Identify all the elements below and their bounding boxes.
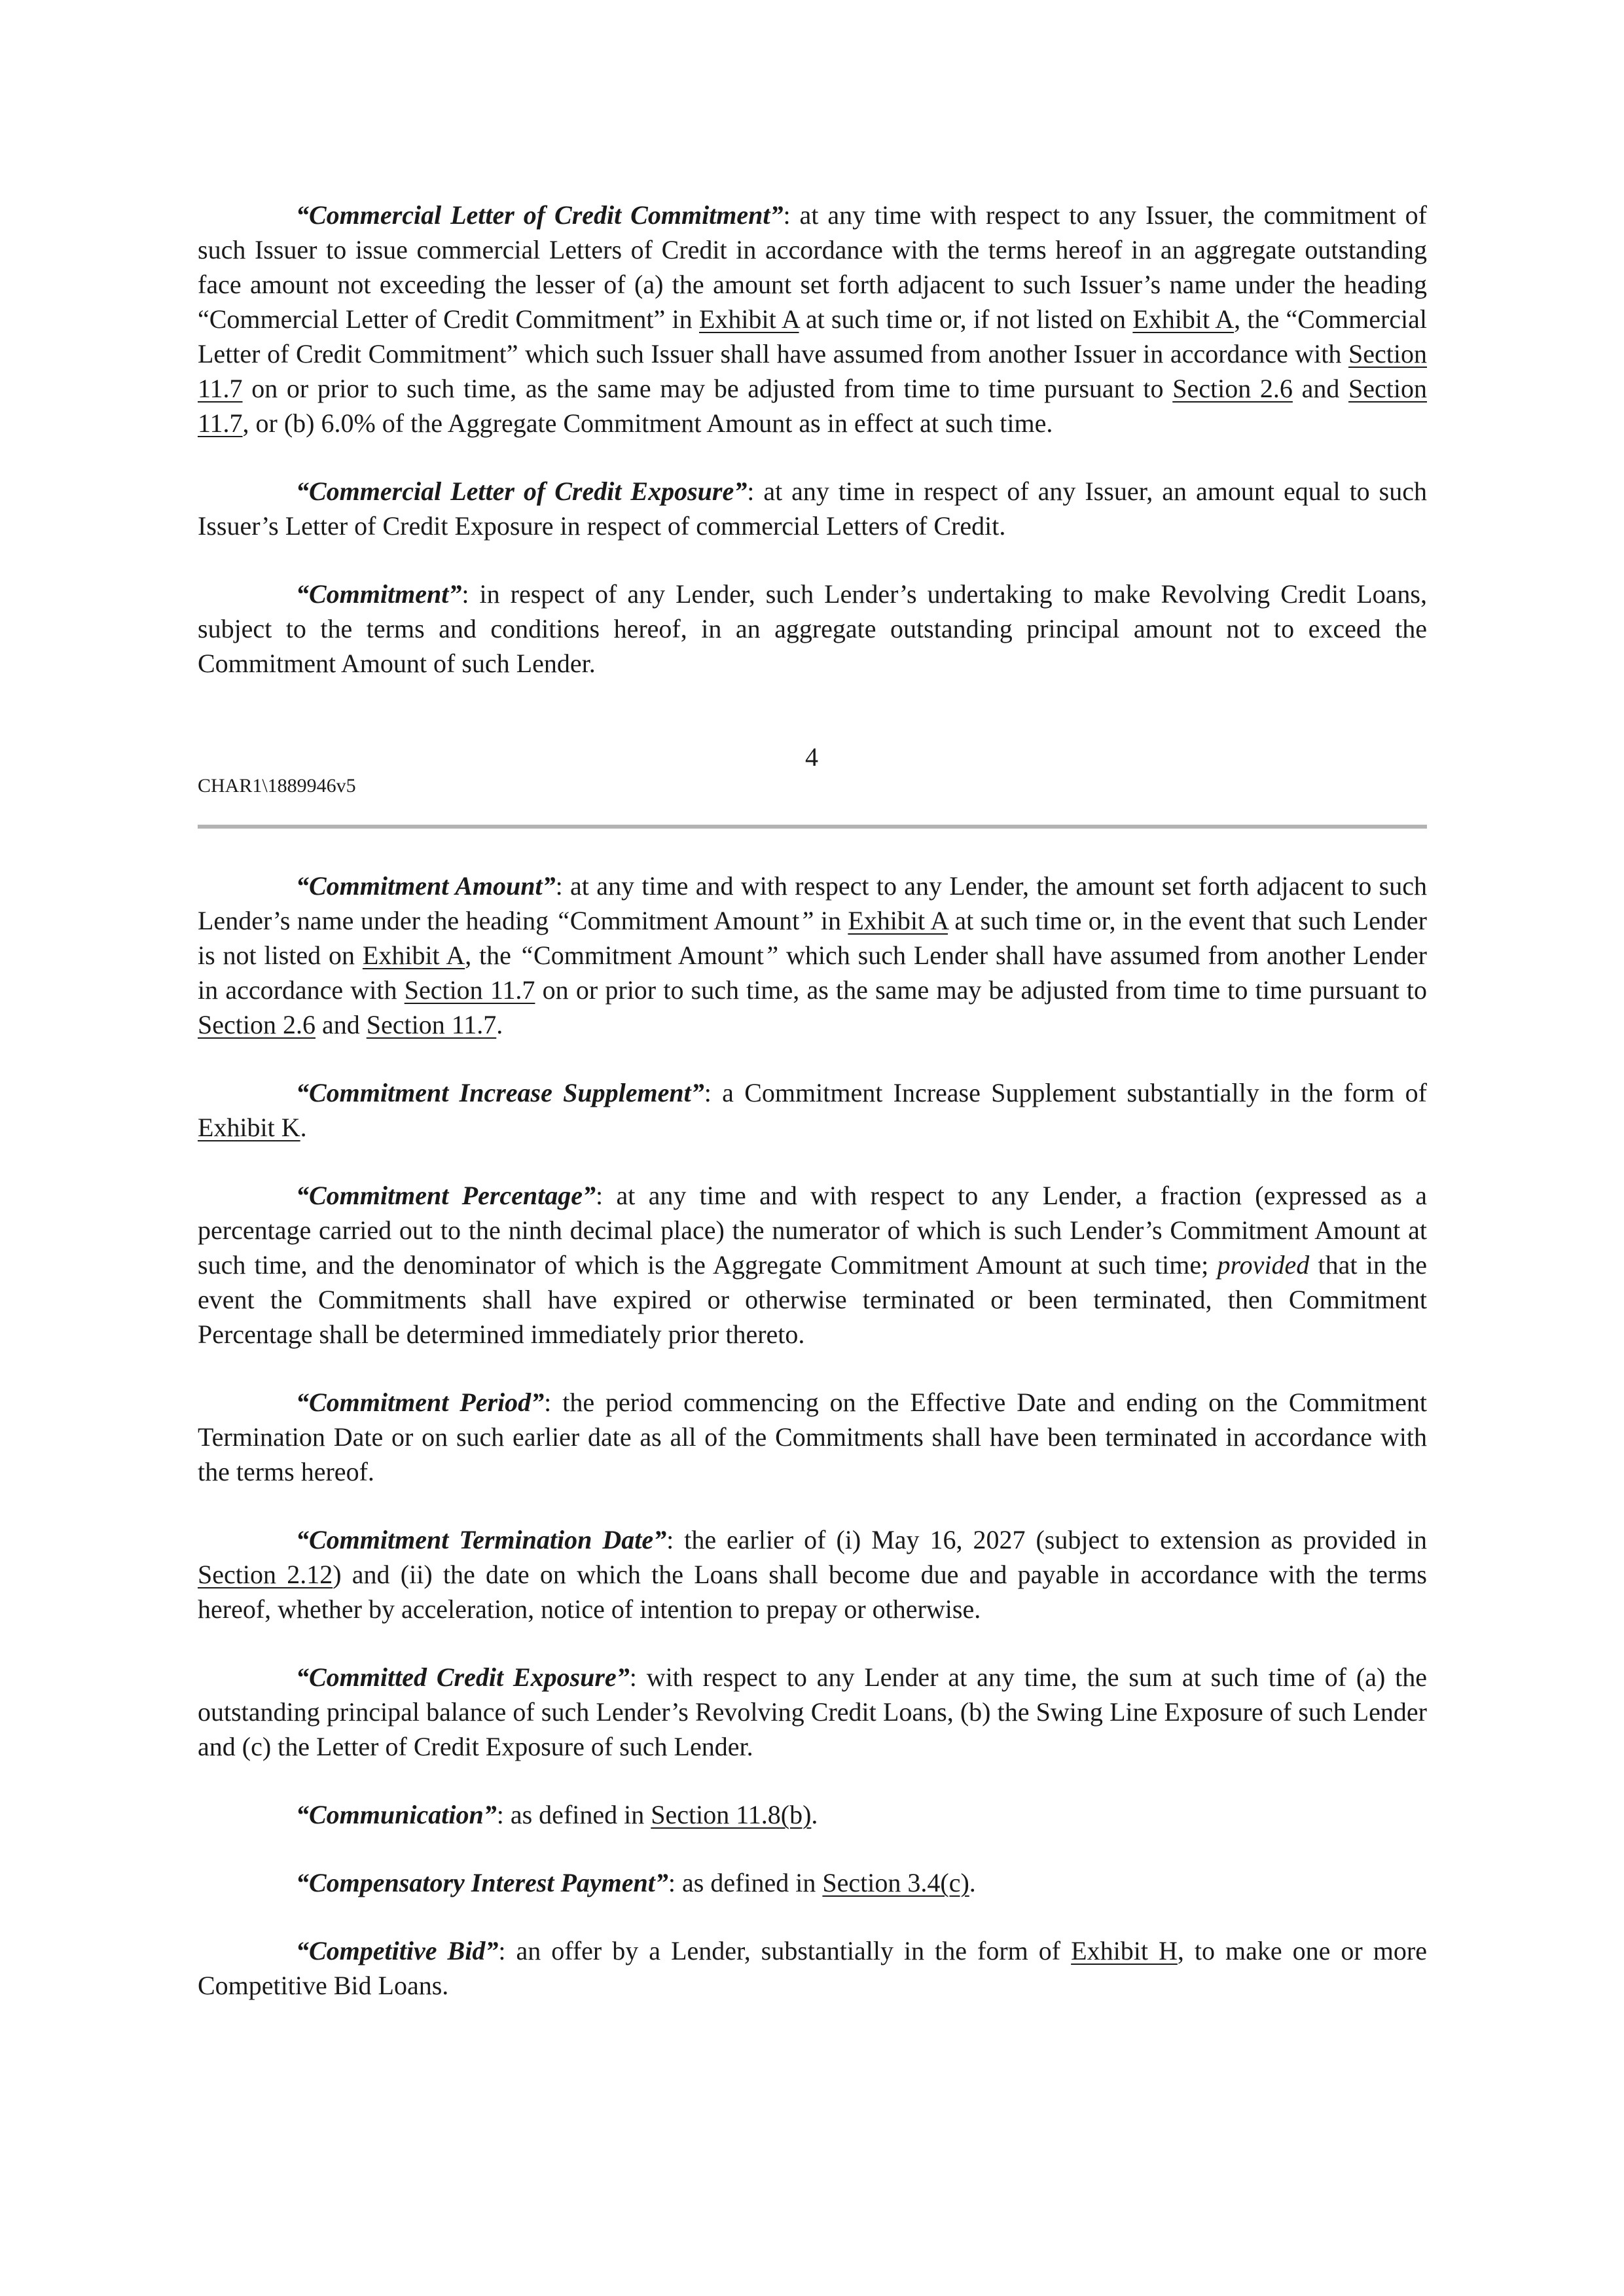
cross-reference-link: Section 11.7 (366, 1010, 497, 1039)
defined-term: “Commitment Amount” (296, 871, 556, 901)
definition-commercial-letter-of-credit-exposure (198, 474, 1427, 543)
definition-text: : a Commitment Increase Supplement substantially in the form of (704, 1078, 1427, 1107)
definition-text: : the earlier of (i) May 16, 2027 (subject to extension as provided in (666, 1525, 1427, 1554)
definition-text: . (811, 1800, 818, 1829)
definition-commitment (198, 577, 1427, 681)
definition-text: on or prior to such time, as the same may be adjusted from time to time pursuant to (242, 374, 1173, 403)
definition-text: on or prior to such time, as the same may be adjusted from time to time pursuant to (535, 975, 1428, 1005)
definition-text: Commitment Amount (569, 906, 800, 935)
definition-text: , the (465, 941, 519, 970)
page-number: 4 (805, 742, 818, 772)
definitions-top (198, 198, 1427, 714)
defined-term: “Commitment Increase Supplement” (296, 1078, 704, 1107)
definition-text: . (496, 1010, 503, 1039)
definition-text: : with respect to any Lender at any time, the sum at such time of (a) the outstanding principal balance of such Lender’s Revolving Credit Loans, (b) the Swing Line Exposure of such Lender and (c) the Letter of Credit Exposure of such Lender. (198, 1662, 1427, 1761)
defined-term: “Commercial Letter of Credit Exposure” (296, 476, 748, 506)
definition-text: which such Lender shall have assumed from another Lender in accordance with (198, 941, 1428, 1005)
cross-reference-link: Section 2.6 (1172, 374, 1293, 403)
defined-term: “Commitment Period” (296, 1388, 545, 1417)
cross-reference-link: Section 11.7 (198, 374, 1428, 438)
definition-commitment-amount (198, 869, 1427, 1042)
definition-commercial-letter-of-credit-commitment (198, 198, 1427, 440)
definition-text: , the “Commercial Letter of Credit Commitment” which such Issuer shall have assumed from another Issuer in accordance with (198, 304, 1428, 368)
definition-competitive-bid (198, 1933, 1427, 2003)
definition-text: : at any time in respect of any Issuer, an amount equal to such Issuer’s Letter of Credit Exposure in respect of commercial Letters of Credit. (198, 476, 1427, 541)
definition-communication (198, 1797, 1427, 1832)
italic-text: “ (555, 906, 570, 935)
defined-term: “Commercial Letter of Credit Commitment” (296, 200, 784, 230)
italic-text: provided (1217, 1250, 1310, 1280)
cross-reference-link: Section 11.7 (198, 339, 1427, 403)
italic-text: ” (799, 906, 814, 935)
cross-reference-link: Exhibit K (198, 1113, 300, 1142)
defined-term: “Competitive Bid” (296, 1936, 499, 1965)
definition-text: . (969, 1868, 976, 1897)
defined-term: “Commitment” (296, 579, 462, 609)
definition-text: : an offer by a Lender, substantially in the form of (498, 1936, 1072, 1965)
definition-text: : at any time and with respect to any Lender, the amount set forth adjacent to such Lender’s name under the heading (198, 871, 1427, 935)
definition-text: : the period commencing on the Effective Date and ending on the Commitment Termination Date or on such earlier date as all of the Commitments shall have been terminated in accordance with the terms hereof. (198, 1388, 1427, 1486)
definition-text: . (300, 1113, 307, 1142)
definition-compensatory-interest-payment (198, 1865, 1427, 1900)
definition-text: , to make one or more Competitive Bid Loans. (198, 1936, 1427, 2000)
cross-reference-link: Exhibit A (698, 304, 799, 334)
cross-reference-link: Section 2.6 (198, 1010, 316, 1039)
definition-text: ) and (ii) the date on which the Loans shall become due and payable in accordance with the terms hereof, whether by acceleration, notice of intention to prepay or otherwise. (198, 1560, 1428, 1624)
page-break-divider (198, 825, 1427, 829)
definition-text: and (1292, 374, 1349, 403)
definition-text: at such time or, in the event that such Lender is not listed on (198, 906, 1427, 970)
definition-text: that in the event the Commitments shall have expired or otherwise terminated or been terminated, then Commitment Percentage shall be determined immediately prior thereto. (198, 1250, 1427, 1349)
defined-term: “Communication” (296, 1800, 497, 1829)
defined-term: “Commitment Termination Date” (296, 1525, 667, 1554)
definition-text: : as defined in (668, 1868, 823, 1897)
definition-commitment-percentage (198, 1178, 1427, 1352)
definition-committed-credit-exposure (198, 1660, 1427, 1764)
cross-reference-link: Exhibit H (1071, 1936, 1178, 1965)
definition-text: at such time or, if not listed on (799, 304, 1133, 334)
definitions-bottom (198, 869, 1427, 2036)
definition-text: in (814, 906, 848, 935)
italic-text: “ (518, 941, 534, 970)
definition-text: : at any time with respect to any Issuer, the commitment of such Issuer to issue commercial Letters of Credit in accordance with the terms hereof in an aggregate outstanding face amount not exceeding the lesser of (a) the amount set forth adjacent to such Issuer’s name under the heading “Commercial Letter of Credit Commitment” in (198, 200, 1427, 334)
definition-text: : at any time and with respect to any Lender, a fraction (expressed as a percentage carried out to the ninth decimal place) the numerator of which is such Lender’s Commitment Amount at such time, and the denominator of which is the Aggregate Commitment Amount at such time; (198, 1181, 1427, 1280)
document-id: CHAR1\1889946v5 (198, 775, 356, 797)
definition-text: : as defined in (496, 1800, 651, 1829)
cross-reference-link: Section 3.4(c) (822, 1868, 969, 1897)
cross-reference-link: Exhibit A (1132, 304, 1235, 334)
cross-reference-link: Section 2.12 (198, 1560, 333, 1589)
definition-text: , or (b) 6.0% of the Aggregate Commitment Amount as in effect at such time. (242, 408, 1053, 438)
definition-text: : in respect of any Lender, such Lender’s undertaking to make Revolving Credit Loans, subject to the terms and conditions hereof, in an aggregate outstanding principal amount not to exceed the Commitment Amount of such Lender. (198, 579, 1427, 678)
cross-reference-link: Exhibit A (362, 941, 465, 970)
definition-commitment-increase-supplement (198, 1075, 1427, 1145)
defined-term: “Commitment Percentage” (296, 1181, 596, 1210)
italic-text: ” (763, 941, 779, 970)
definition-commitment-termination-date (198, 1522, 1427, 1626)
cross-reference-link: Exhibit A (848, 906, 948, 935)
definition-text: Commitment Amount (533, 941, 764, 970)
cross-reference-link: Section 11.7 (404, 975, 535, 1005)
defined-term: “Compensatory Interest Payment” (296, 1868, 668, 1897)
defined-term: “Committed Credit Exposure” (296, 1662, 630, 1692)
definition-text: and (315, 1010, 367, 1039)
cross-reference-link: Section 11.8(b) (651, 1800, 812, 1829)
definition-commitment-period (198, 1385, 1427, 1489)
